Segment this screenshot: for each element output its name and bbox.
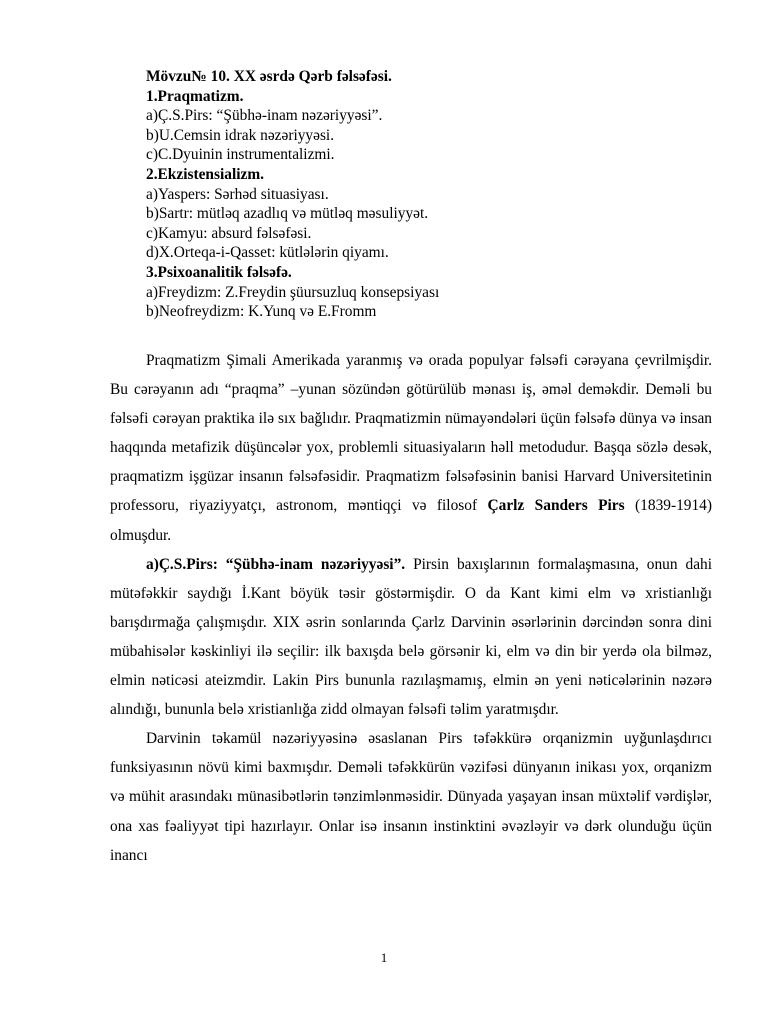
- paragraph: [110, 550, 712, 725]
- bold-name: Çarlz Sanders Pirs: [487, 497, 625, 515]
- outline-item: c)Kamyu: absurd fəlsəfəsi.: [146, 224, 312, 242]
- page-number: 1: [380, 950, 388, 965]
- topic-outline: [146, 67, 706, 322]
- outline-item: a)Freydizm: Z.Freydin şüursuzluq konsepsiyası: [146, 283, 440, 301]
- paragraph: [110, 346, 712, 550]
- section-heading: 3.Psixoanalitik fəlsəfə.: [146, 263, 292, 281]
- topic-title: Mövzu№ 10. XX əsrdə Qərb fəlsəfəsi.: [146, 68, 392, 85]
- outline-item: b)Sartr: mütləq azadlıq və mütləq məsuliyyət.: [146, 205, 429, 223]
- document-body: [110, 346, 712, 870]
- section-heading: 1.Praqmatizm.: [146, 87, 244, 105]
- outline-item: a)Yaspers: Sərhəd situasiyası.: [146, 185, 329, 203]
- outline-item: a)Ç.S.Pirs: “Şübhə-inam nəzəriyyəsi”.: [146, 107, 383, 125]
- outline-item: c)C.Dyuinin instrumentalizmi.: [146, 146, 335, 164]
- section-heading: 2.Ekzistensializm.: [146, 165, 264, 183]
- paragraph-text: (1839-1914) olmuşdur.: [110, 497, 712, 544]
- outline-item: b)Neofreydizm: K.Yunq və E.Fromm: [146, 303, 377, 321]
- outline-item: d)X.Orteqa-i-Qasset: kütlələrin qiyamı.: [146, 244, 389, 262]
- paragraph-text: Praqmatizm Şimali Amerikada yaranmış və orada populyar fəlsəfi cərəyana çevrilmişdir. Bu cərəyanın adı “praqma” –yunan sözündən götürülüb mənası iş, əməl deməkdir. Deməli bu fəlsəfi cərəyan praktika ilə sıx bağlıdır. Praqmatizmin nümayəndələri üçün fəlsəfə dünya və insan haqqında metafizik düşüncələr yox, problemli situasiyaların həll metodudur. Başqa sözlə desək, praqmatizm işgüzar insanın fəlsəfəsidir. Praqmatizm fəlsəfəsinin banisi Harvard Universitetinin professoru, riyaziyyatçı, astronom, məntiqçi və filosof: [110, 352, 712, 515]
- paragraph: Darvinin təkamül nəzəriyyəsinə əsaslanan Pirs təfəkkürə orqanizmin uyğunlaşdırıcı funksiyasının növü kimi baxmışdır. Deməli təfəkkürün vəzifəsi dünyanın inikası yox, orqanizm və mühit arasındakı münasibətlərin tənzimlənməsidir. Dünyada yaşayan insan müxtəlif vərdişlər, ona xas fəaliyyət tipi hazırlayır. Onlar isə insanın instinktini əvəzləyir və dərk olunduğu üçün inancı: [110, 730, 712, 864]
- paragraph-text: Pirsin baxışlarının formalaşmasına, onun dahi mütəfəkkir saydığı İ.Kant böyük təsir göstərmişdir. O da Kant kimi elm və xristianlığı barışdırmağa çalışmışdır. XIX əsrin sonlarında Çarlz Darvinin əsərlərinin dərcindən sonra dini mübahisələr kəskinliyi ilə seçilir: ilk baxışda belə görsənir ki, elm və din bir yerdə ola bilməz, elmin nəticəsi ateizmdir. Lakin Pirs bununla razılaşmamış, elmin ən yeni nəticələrinin nəzərə alındığı, bununla belə xristianlığa zidd olmayan fəlsəfi təlim yaratmışdır.: [110, 555, 712, 719]
- outline-item: b)U.Cemsin idrak nəzəriyyəsi.: [146, 126, 335, 144]
- subsection-heading: a)Ç.S.Pirs: “Şübhə-inam nəzəriyyəsi”.: [146, 555, 406, 573]
